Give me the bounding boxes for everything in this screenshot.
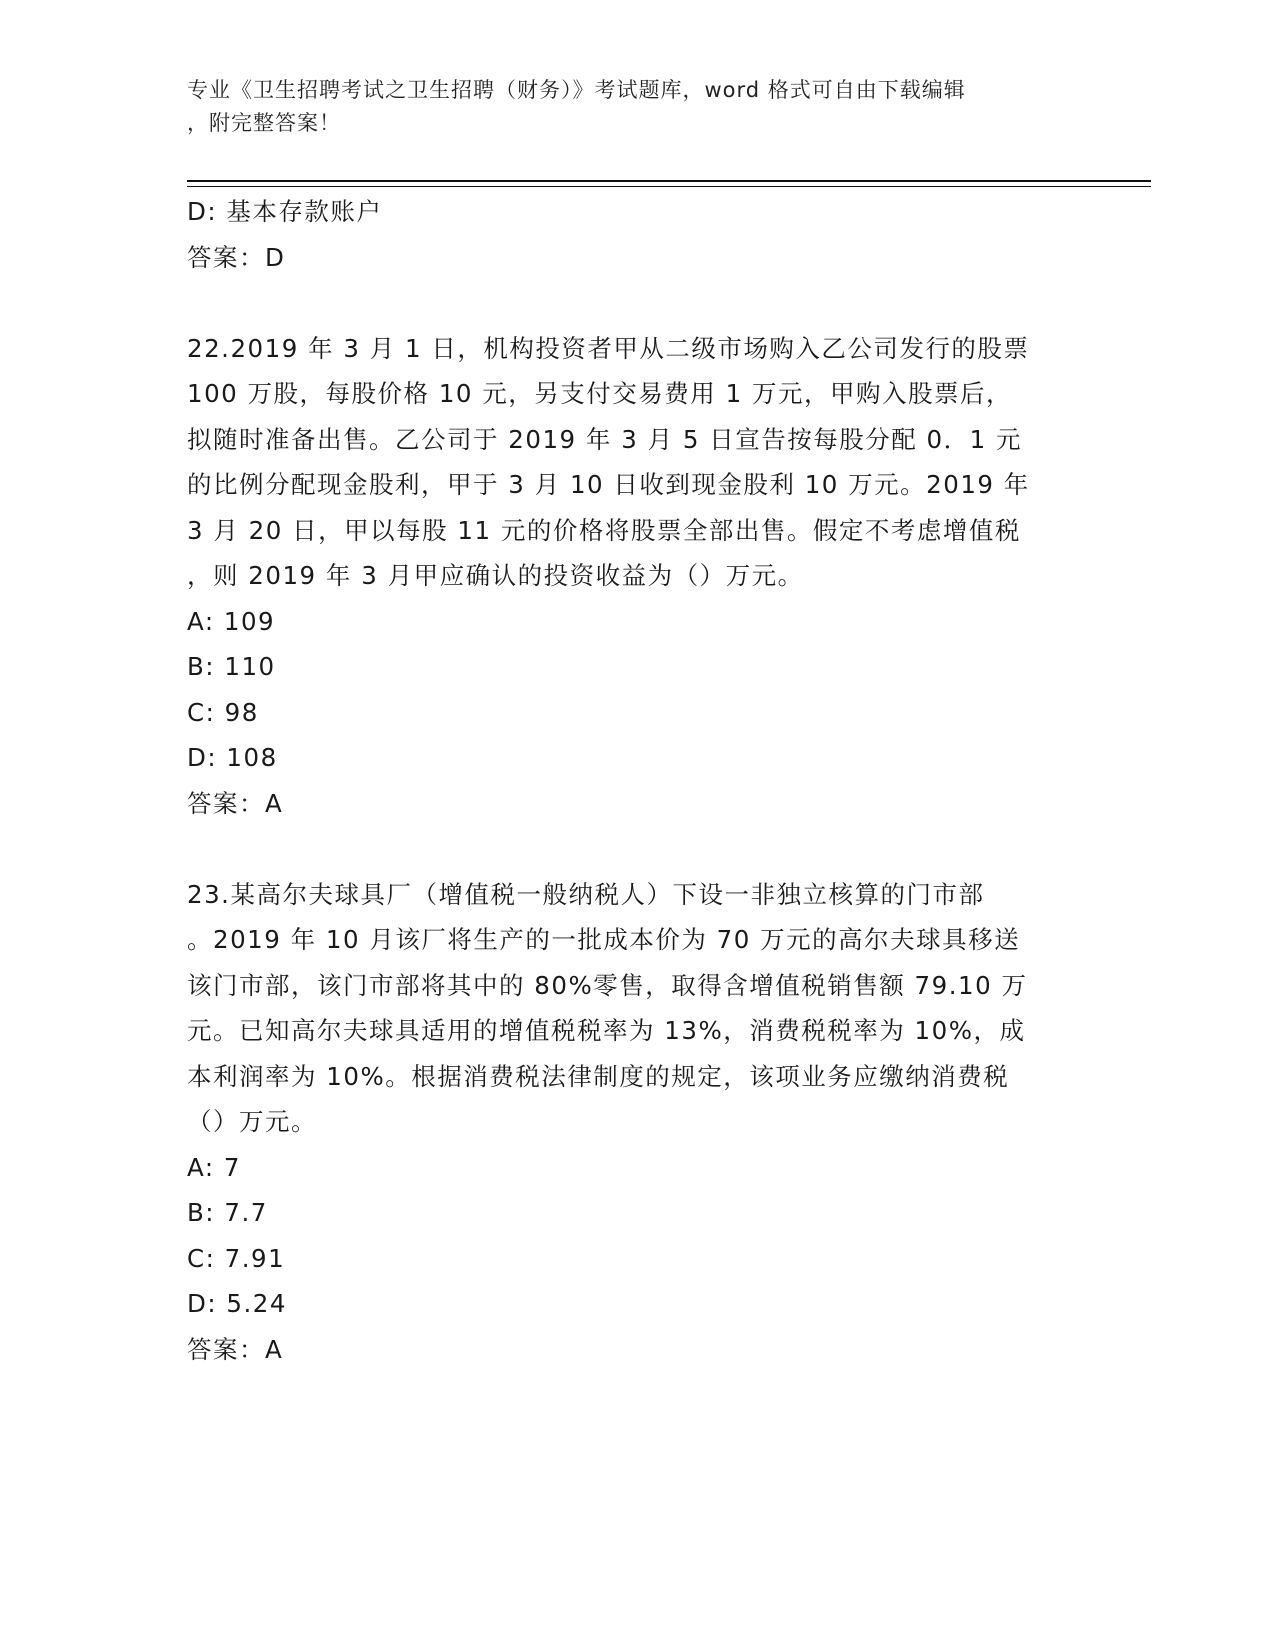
header-line-2: ，附完整答案！	[187, 111, 341, 135]
question-22-option-c: C: 98	[187, 697, 259, 727]
question-23-option-b: B: 7.7	[187, 1198, 268, 1227]
prev-answer: 答案：D	[187, 242, 286, 272]
question-23-answer: 答案：A	[187, 1334, 284, 1364]
question-22-line: 拟随时准备出售。乙公司于 2019 年 3 月 5 日宣告按每股分配 0．1 元	[187, 424, 1023, 454]
question-23-option-d: D: 5.24	[187, 1289, 287, 1318]
question-23-line: 。2019 年 10 月该厂将生产的一批成本价为 70 万元的高尔夫球具移送	[187, 925, 1021, 954]
spacer	[187, 280, 1087, 326]
header-line-1: 专业《卫生招聘考试之卫生招聘（财务）》考试题库，word 格式可自由下载编辑	[187, 78, 966, 102]
question-23-option-c: C: 7.91	[187, 1243, 286, 1273]
question-23-line: 该门市部，该门市部将其中的 80%零售，取得含增值税销售额 79.10 万	[187, 970, 1028, 1000]
question-23-option-a: A: 7	[187, 1152, 241, 1182]
header-rule-thick	[187, 180, 1151, 182]
question-22-answer: 答案：A	[187, 788, 284, 818]
question-23	[187, 872, 1087, 1373]
question-23-line: （）万元。	[187, 1107, 317, 1136]
question-22-option-d: D: 108	[187, 743, 278, 772]
question-22-option-b: B: 110	[187, 652, 276, 681]
prev-option-d: D: 基本存款账户	[187, 197, 383, 226]
question-22-line: 3 月 20 日，甲以每股 11 元的价格将股票全部出售。假定不考虑增值税	[187, 515, 1021, 545]
question-23-line: 元。已知高尔夫球具适用的增值税税率为 13%，消费税税率为 10%，成	[187, 1016, 1026, 1045]
question-23-line: 本利润率为 10%。根据消费税法律制度的规定，该项业务应缴纳消费税	[187, 1061, 1010, 1091]
question-content	[187, 189, 1087, 1372]
question-23-line: 23.某高尔夫球具厂（增值税一般纳税人）下设一非独立核算的门市部	[187, 879, 985, 909]
page-header	[187, 74, 1067, 140]
question-22-line: 100 万股，每股价格 10 元，另支付交易费用 1 万元，甲购入股票后，	[187, 379, 1012, 408]
spacer	[187, 826, 1087, 872]
header-rule-thin	[187, 186, 1151, 187]
question-22-line: 22.2019 年 3 月 1 日，机构投资者甲从二级市场购入乙公司发行的股票	[187, 333, 1030, 363]
question-22-option-a: A: 109	[187, 606, 276, 636]
question-22-line: 的比例分配现金股利，甲于 3 月 10 日收到现金股利 10 万元。2019 年	[187, 470, 1030, 499]
question-22-line: ，则 2019 年 3 月甲应确认的投资收益为（）万元。	[187, 561, 804, 590]
question-22	[187, 326, 1087, 827]
